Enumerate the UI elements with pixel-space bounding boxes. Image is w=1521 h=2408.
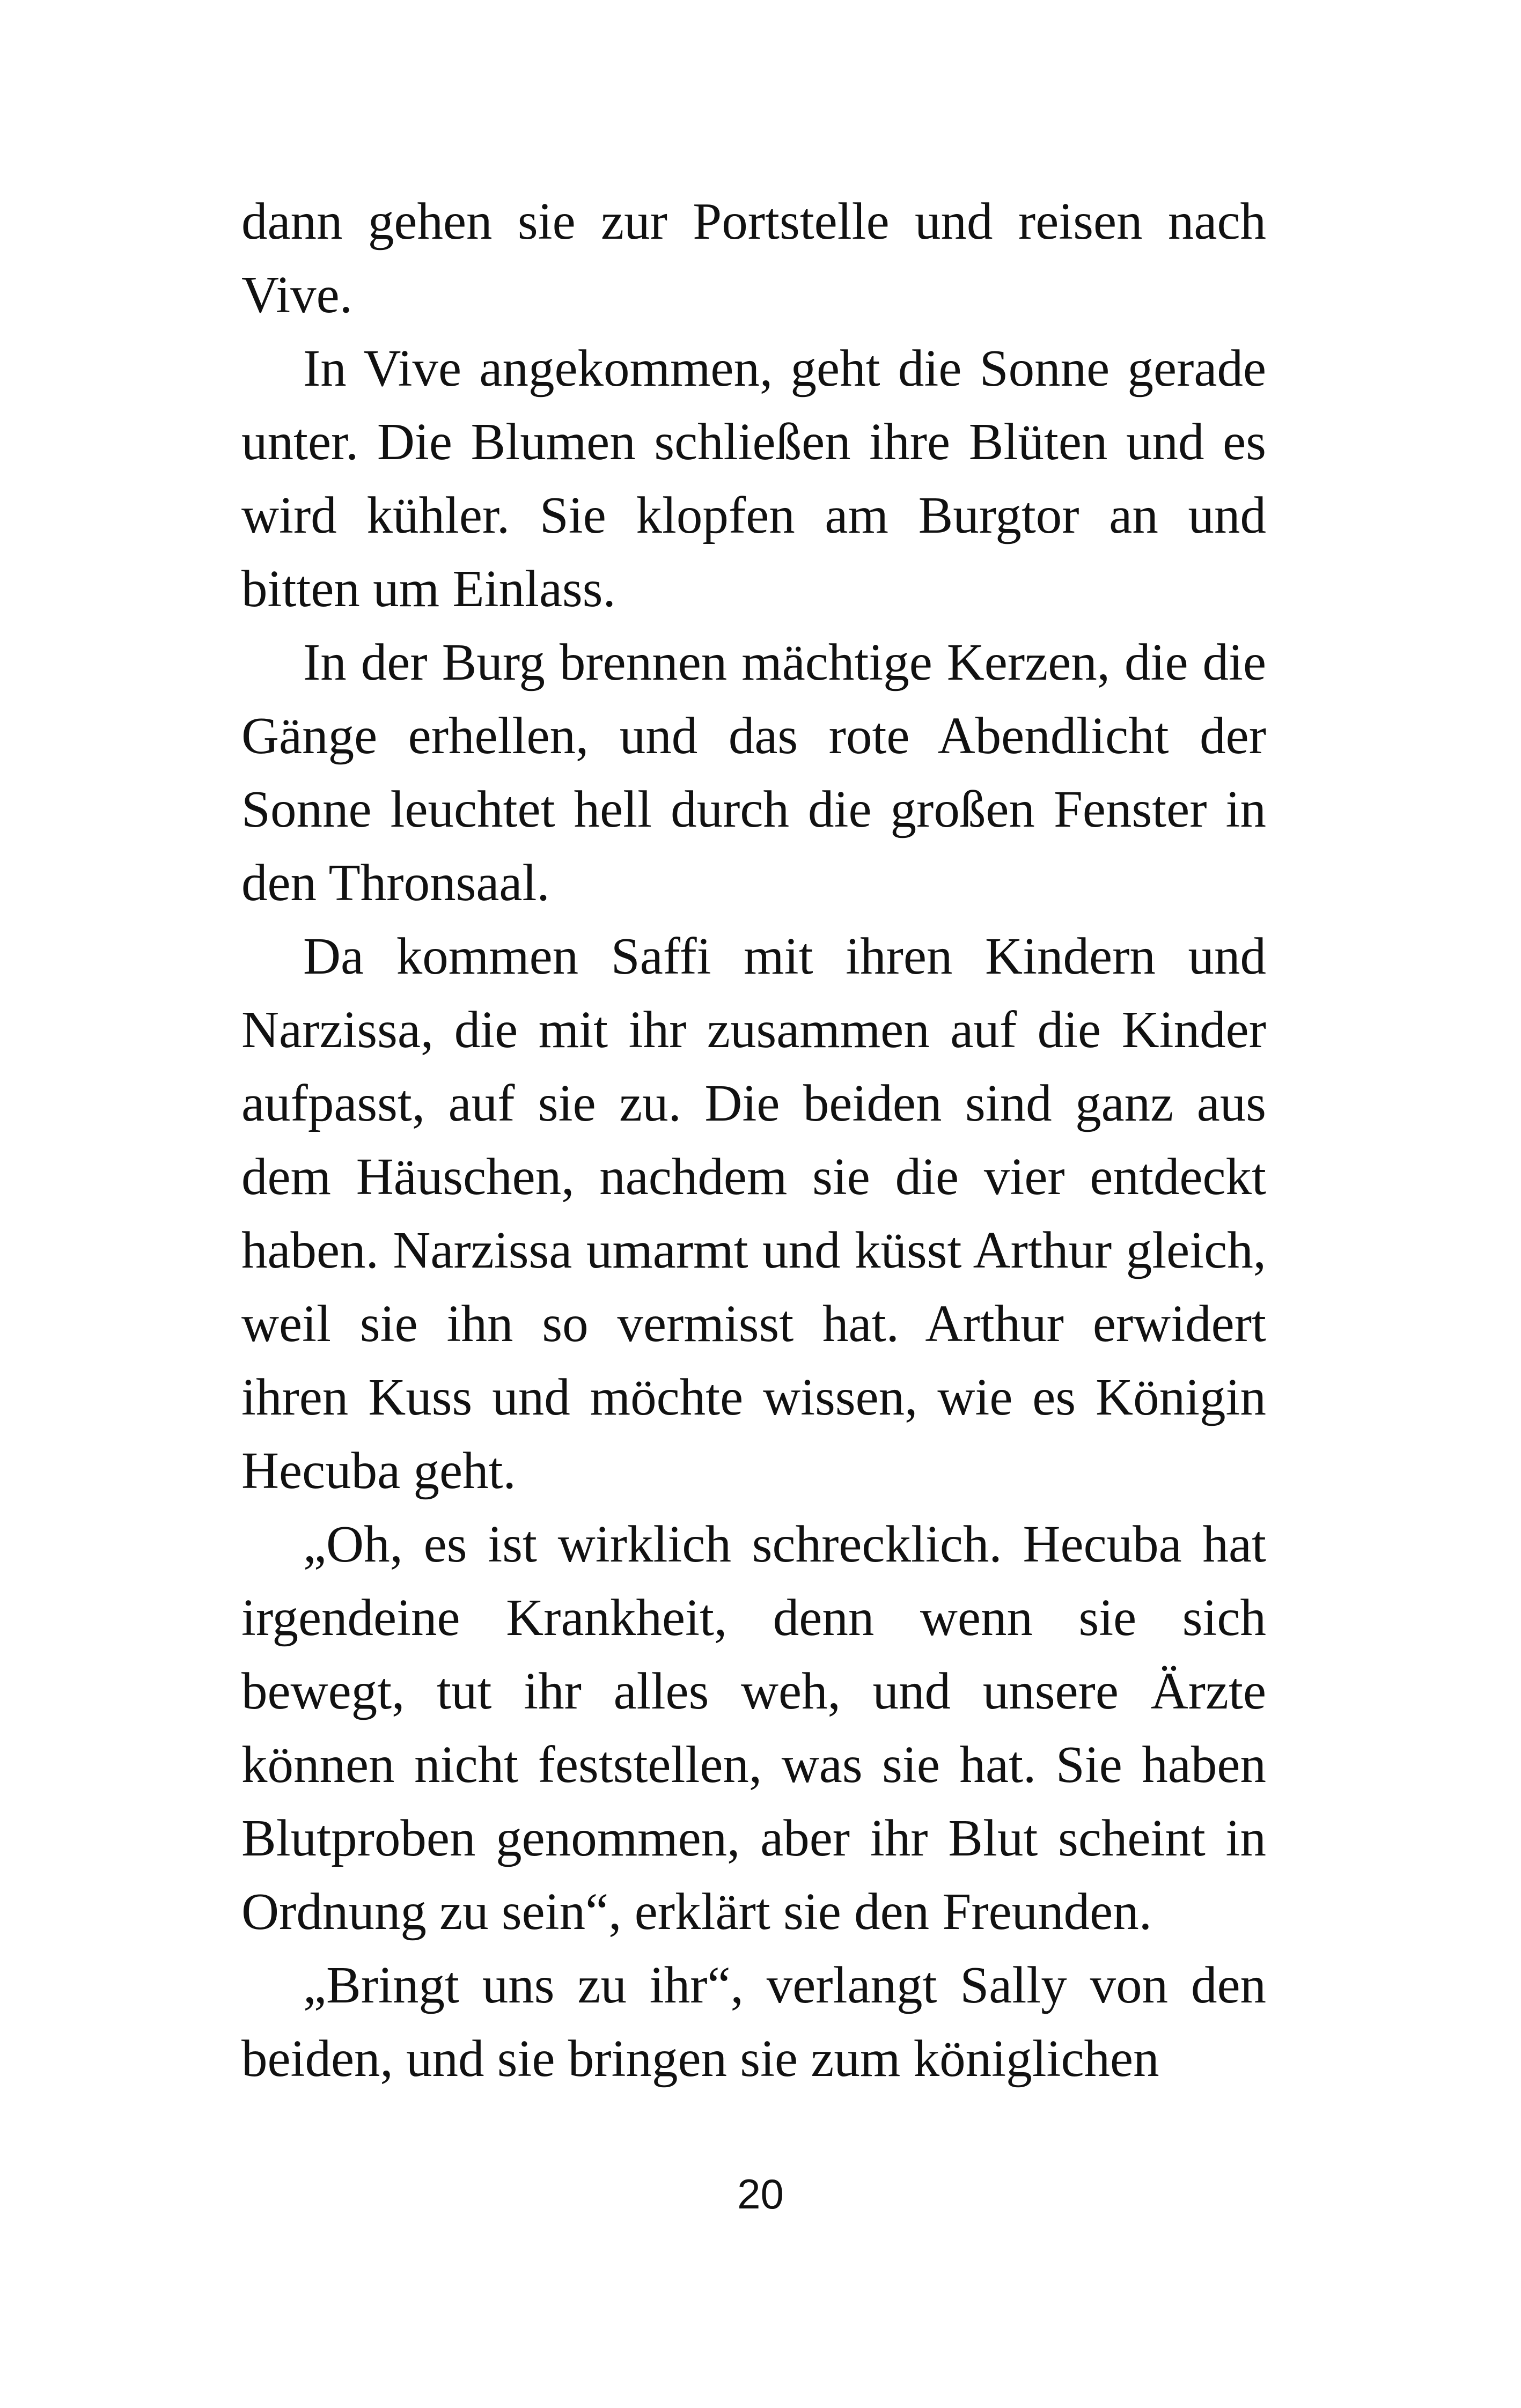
- paragraph-1: dann gehen sie zur Portstelle und reisen nach Vive.: [241, 193, 1266, 323]
- paragraph-3: In der Burg brennen mächtige Kerzen, die die Gänge erhellen, und das rote Abendlicht der Sonne leuchtet hell durch die großen Fenster in den Thronsaal.: [241, 634, 1266, 911]
- paragraph-2: In Vive angekommen, geht die Sonne gerade unter. Die Blumen schließen ihre Blüten und es wird kühler. Sie klopfen am Burgtor an und bitten um Einlass.: [241, 340, 1266, 617]
- body-text: [241, 185, 1266, 2095]
- page-number: 20: [737, 2170, 784, 2218]
- paragraph-4: Da kommen Saffi mit ihren Kindern und Narzissa, die mit ihr zusammen auf die Kinder aufpasst, auf sie zu. Die beiden sind ganz aus dem Häuschen, nachdem sie die vier entdeckt haben. Narzissa umarmt und küsst Arthur gleich, weil sie ihn so vermisst hat. Arthur erwidert ihren Kuss und möchte wissen, wie es Königin Hecuba geht.: [241, 927, 1266, 1499]
- paragraph-6: „Bringt uns zu ihr“, verlangt Sally von den beiden, und sie bringen sie zum königlichen: [241, 1956, 1266, 2087]
- paragraph-5: „Oh, es ist wirklich schrecklich. Hecuba hat irgendeine Krankheit, denn wenn sie sich bewegt, tut ihr alles weh, und unsere Ärzte können nicht feststellen, was sie hat. Sie haben Blutproben genommen, aber ihr Blut scheint in Ordnung zu sein“, erklärt sie den Freunden.: [241, 1515, 1266, 1940]
